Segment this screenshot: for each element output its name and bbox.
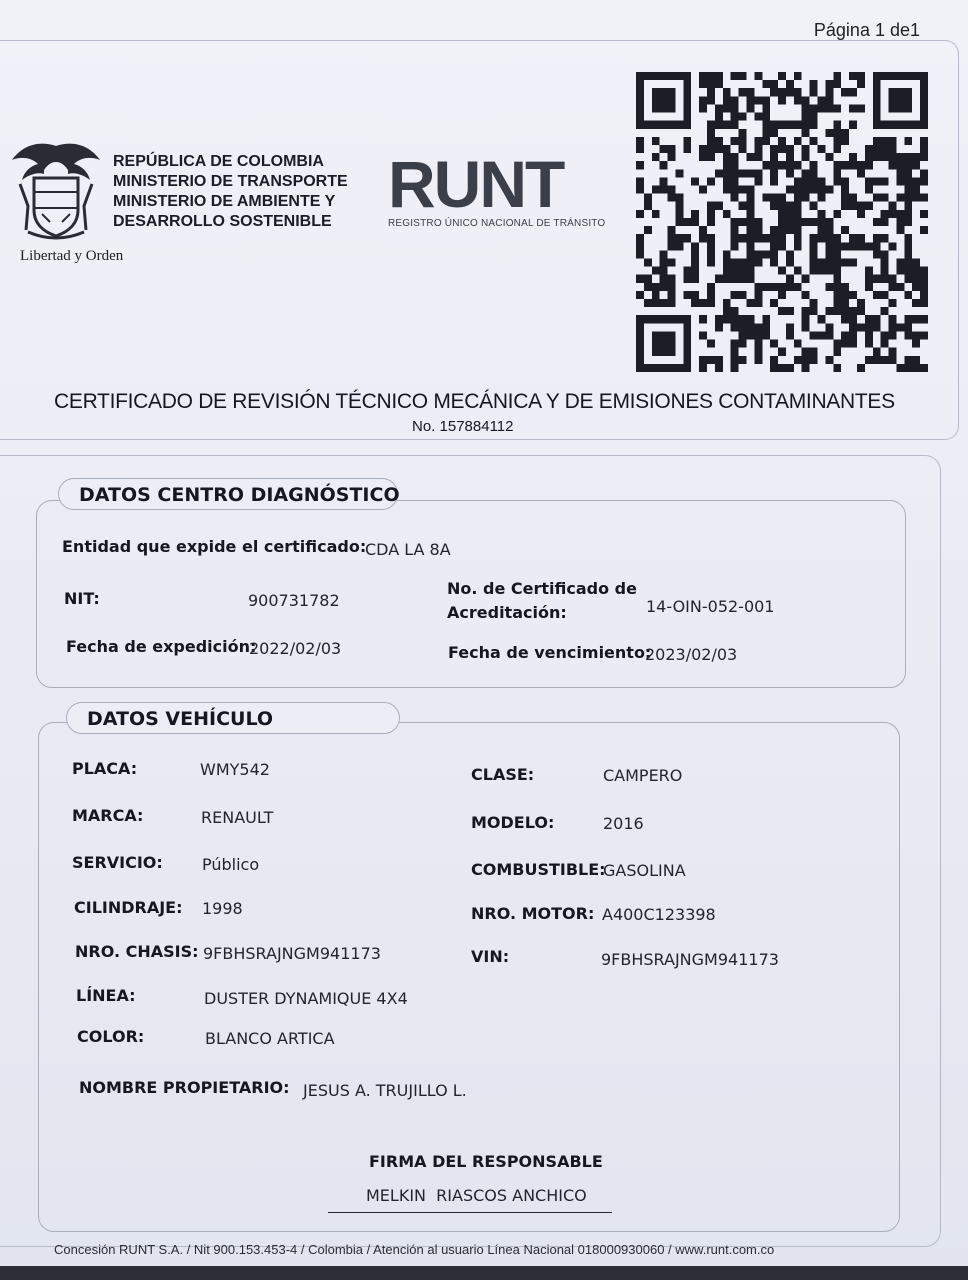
bottom-edge <box>0 1266 968 1280</box>
issue-date-label: Fecha de expedición: <box>66 637 257 656</box>
vehicle-title: DATOS VEHÍCULO <box>66 702 400 734</box>
runt-logo-subtitle: REGISTRO ÚNICO NACIONAL DE TRÁNSITO <box>388 218 606 229</box>
marca-label: MARCA: <box>72 806 144 825</box>
entity-label: Entidad que expide el certificado: <box>62 537 367 556</box>
certificate-number: No. 157884112 <box>412 418 514 435</box>
government-line: MINISTERIO DE TRANSPORTE <box>113 173 348 190</box>
entity-value: CDA LA 8A <box>365 540 451 559</box>
coat-of-arms-icon <box>8 140 104 244</box>
modelo-label: MODELO: <box>471 813 555 832</box>
combustible-label: COMBUSTIBLE: <box>471 860 606 879</box>
accreditation-label: Acreditación: <box>447 603 567 622</box>
vin-label: VIN: <box>471 947 510 966</box>
color-value: BLANCO ARTICA <box>205 1029 335 1048</box>
coat-of-arms-motto: Libertad y Orden <box>20 248 124 264</box>
color-label: COLOR: <box>77 1027 145 1046</box>
runt-logo <box>388 148 605 229</box>
vin-value: 9FBHSRAJNGM941173 <box>601 950 779 969</box>
qr-code-icon <box>636 72 928 372</box>
cilindraje-label: CILINDRAJE: <box>74 898 183 917</box>
accreditation-value: 14-OIN-052-001 <box>646 597 775 616</box>
government-line: DESARROLLO SOSTENIBLE <box>113 213 332 230</box>
linea-label: LÍNEA: <box>76 986 136 1005</box>
clase-value: CAMPERO <box>603 766 683 785</box>
issue-date-value: 2022/02/03 <box>249 639 342 658</box>
motor-label: NRO. MOTOR: <box>471 904 595 923</box>
placa-value: WMY542 <box>200 760 270 779</box>
diagnostic-center-title: DATOS CENTRO DIAGNÓSTICO <box>58 478 398 510</box>
government-line: MINISTERIO DE AMBIENTE Y <box>113 193 336 210</box>
qr-code <box>636 72 928 372</box>
expiry-date-value: 2023/02/03 <box>645 645 738 664</box>
servicio-value: Público <box>202 855 260 874</box>
runt-logo-text: RUNT <box>388 147 564 221</box>
cilindraje-value: 1998 <box>202 899 243 918</box>
accreditation-label: No. de Certificado de <box>447 579 637 598</box>
motor-value: A400C123398 <box>602 905 716 924</box>
coat-of-arms <box>6 140 124 270</box>
modelo-value: 2016 <box>603 814 644 833</box>
qr-modules <box>636 72 928 372</box>
nit-label: NIT: <box>64 589 100 608</box>
placa-label: PLACA: <box>72 759 138 778</box>
servicio-label: SERVICIO: <box>72 853 163 872</box>
signature-name: MELKIN RIASCOS ANCHICO <box>366 1186 587 1205</box>
marca-value: RENAULT <box>201 808 274 827</box>
chasis-label: NRO. CHASIS: <box>75 942 199 961</box>
expiry-date-label: Fecha de vencimiento: <box>448 643 652 662</box>
combustible-value: GASOLINA <box>603 861 686 880</box>
owner-value: JESUS A. TRUJILLO L. <box>303 1081 467 1100</box>
owner-label: NOMBRE PROPIETARIO: <box>79 1078 290 1097</box>
government-heading <box>113 152 348 232</box>
signature-line <box>328 1212 612 1213</box>
chasis-value: 9FBHSRAJNGM941173 <box>203 944 381 963</box>
footer-text: Concesión RUNT S.A. / Nit 900.153.453-4 / Colombia / Atención al usuario Línea Nacional 018000930060 / www.runt.com.co <box>54 1242 775 1257</box>
signature-label: FIRMA DEL RESPONSABLE <box>369 1152 603 1171</box>
certificate-title: CERTIFICADO DE REVISIÓN TÉCNICO MECÁNICA Y DE EMISIONES CONTAMINANTES <box>54 390 895 413</box>
linea-value: DUSTER DYNAMIQUE 4X4 <box>204 989 408 1008</box>
government-line: REPÚBLICA DE COLOMBIA <box>113 153 324 170</box>
page-number: Página 1 de1 <box>813 20 920 40</box>
clase-label: CLASE: <box>471 765 535 784</box>
nit-value: 900731782 <box>248 591 340 610</box>
